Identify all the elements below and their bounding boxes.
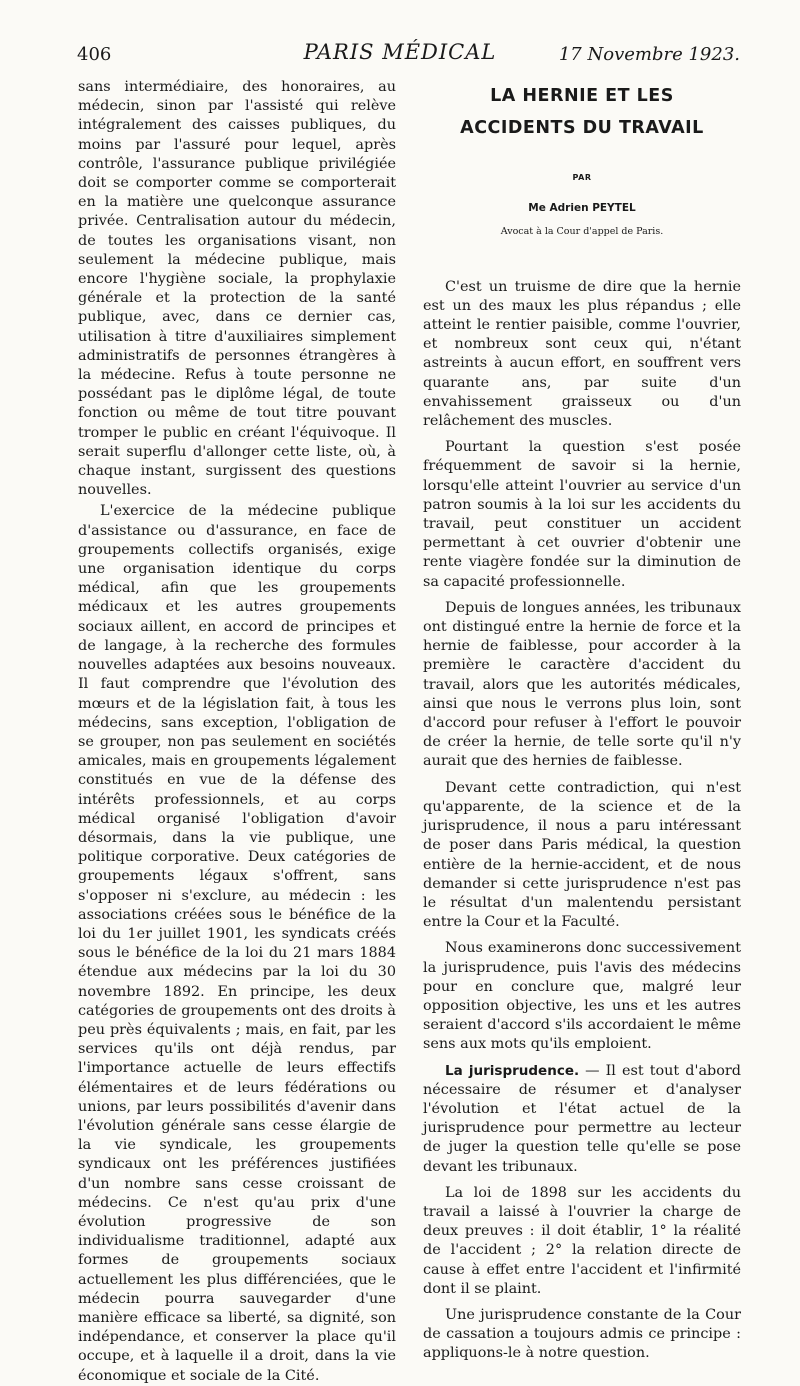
article-paragraph: Nous examinerons donc successivement la jurisprudence, puis l'avis des médecins pour en conclure que, malgré leur opposition objective, les uns et les autres seraient d'accord s'ils accordaient le même sens aux mots qu'ils emploient. <box>423 940 741 1053</box>
article-title <box>423 80 741 144</box>
article-paragraph: Devant cette contradiction, qui n'est qu'apparente, de la science et de la jurisprudence, il nous a paru intéressant de poser dans Paris médical, la question entière de la hernie-accident, et de nous demander si cette jurisprudence n'est pas le résultat d'un malentendu persistant entre la Cour et la Faculté. <box>423 779 741 931</box>
article-paragraph: Depuis de longues années, les tribunaux ont distingué entre la hernie de force et la hernie de faiblesse, pour accorder à la première le caractère d'accident du travail, alors que les autorités médicales, ainsi que nous le verrons plus loin, sont d'accord pour refuser à l'effort le pouvoir de créer la hernie, de telle sorte qu'il n'y aurait que des hernies de faiblesse. <box>423 599 741 770</box>
issue-date: 17 Novembre 1923. <box>558 44 740 65</box>
article-paragraph: C'est un truisme de dire que la hernie est un des maux les plus répandus ; elle atteint le rentier paisible, comme l'ouvrier, et nombreux sont ceux qui, n'étant astreints à aucun effort, en souffrent vers quarante ans, par suite d'un envahissement graisseux ou d'un relâchement des muscles. <box>423 278 741 430</box>
right-column <box>423 78 741 1364</box>
subheading-text: — Il est tout d'abord nécessaire de résumer et d'analyser l'évolution et l'état actuel de la jurisprudence pour permettre au lecteur de juger la question telle qu'elle se pose devant les tribunaux. <box>423 1062 741 1175</box>
article-paragraph: Une jurisprudence constante de la Cour de cassation a toujours admis ce principe : appliquons-le à notre question. <box>423 1306 741 1362</box>
article-body <box>423 278 741 1364</box>
article-title-line: LA HERNIE ET LES <box>490 86 674 106</box>
article-paragraph-subheading <box>423 1062 741 1177</box>
left-paragraph: sans intermédiaire, des honoraires, au médecin, sinon par l'assisté qui relève intégralement des caisses publiques, du moins par l'assuré pour lequel, après contrôle, l'assurance publique privilégiée doit se comporter comme se comporterait en la matière une quelconque assurance privée. Centralisation autour du médecin, de toutes les organisations visant, non seulement la médecine publique, mais encore l'hygiène sociale, la prophylaxie générale et la protection de la santé publique, avec, dans ce dernier cas, utilisation à titre d'auxiliaires simplement administratifs de personnes étrangères à la médecine. Refus à toute personne ne possédant pas le diplôme légal, de toute fonction ou même de tout titre pouvant tromper le public en créant l'équivoque. Il serait superflu d'allonger cette liste, où, à chaque instant, surgissent des questions nouvelles. <box>78 79 396 499</box>
author-affiliation: Avocat à la Cour d'appel de Paris. <box>500 226 664 238</box>
left-paragraph: L'exercice de la médecine publique d'assistance ou d'assurance, en face de groupements collectifs organisés, exige une organisation identique du corps médical, afin que les groupements médicaux et les autres groupements sociaux aillent, en accord de principes et de langage, à la recherche des formules nouvelles adaptées aux besoins nouveaux. Il faut comprendre que l'évolution des mœurs et de la législation fait, à tous les médecins, sans exception, l'obligation de se grouper, non pas seulement en sociétés amicales, mais en groupements légalement constitués en vue de la défense des intérêts professionnels, et au corps médical organisé l'obligation d'avoir désormais, dans la vie publique, une politique corporative. Deux catégories de groupements légaux s'offrent, sans s'opposer ni s'exclure, au médecin : les associations créées sous le bénéfice de la loi du 1er juillet 1901, les syndicats créés sous le bénéfice de la loi du 21 mars 1884 étendue aux médecins par la loi du 30 novembre 1892. En principe, les deux catégories de groupements ont des droits à peu près équivalents ; mais, en fait, par les services qu'ils ont déjà rendus, par l'importance actuelle de leurs effectifs élémentaires et de leurs fédérations ou unions, par leurs possibilités d'avenir dans l'évolution générale sans cesse élargie de la vie syndicale, les groupements syndicaux ont les préférences justifiées d'un nombre sans cesse croissant de médecins. Ce n'est qu'au prix d'une évolution progressive de son individualisme traditionnel, adapté aux formes de groupements sociaux actuellement les plus différenciées, que le médecin pourra sauvegarder d'une manière efficace sa liberté, sa dignité, son indépendance, et conserver la place qu'il occupe, et à laquelle il a droit, dans la vie économique et sociale de la Cité. <box>78 503 396 1384</box>
journal-title: PARIS MÉDICAL <box>303 40 497 64</box>
byline-par: PAR <box>572 173 592 182</box>
article-author: Me Adrien PEYTEL <box>528 202 636 215</box>
section-subheading: La jurisprudence. <box>445 1062 580 1079</box>
page-header <box>0 0 800 70</box>
left-column <box>78 78 396 1386</box>
article-paragraph: La loi de 1898 sur les accidents du travail a laissé à l'ouvrier la charge de deux preuves : il doit établir, 1° la réalité de l'accident ; 2° la relation directe de cause à effet entre l'accident et l'infirmité dont il se plaint. <box>423 1184 741 1297</box>
article-paragraph: Pourtant la question s'est posée fréquemment de savoir si la hernie, lorsqu'elle atteint l'ouvrier au service d'un patron soumis à la loi sur les accidents du travail, peut constituer un accident permettant à cet ouvrier d'obtenir une rente viagère fondée sur la diminution de sa capacité professionnelle. <box>423 439 741 590</box>
page-number: 406 <box>77 44 112 65</box>
article-title-line: ACCIDENTS DU TRAVAIL <box>460 118 704 138</box>
